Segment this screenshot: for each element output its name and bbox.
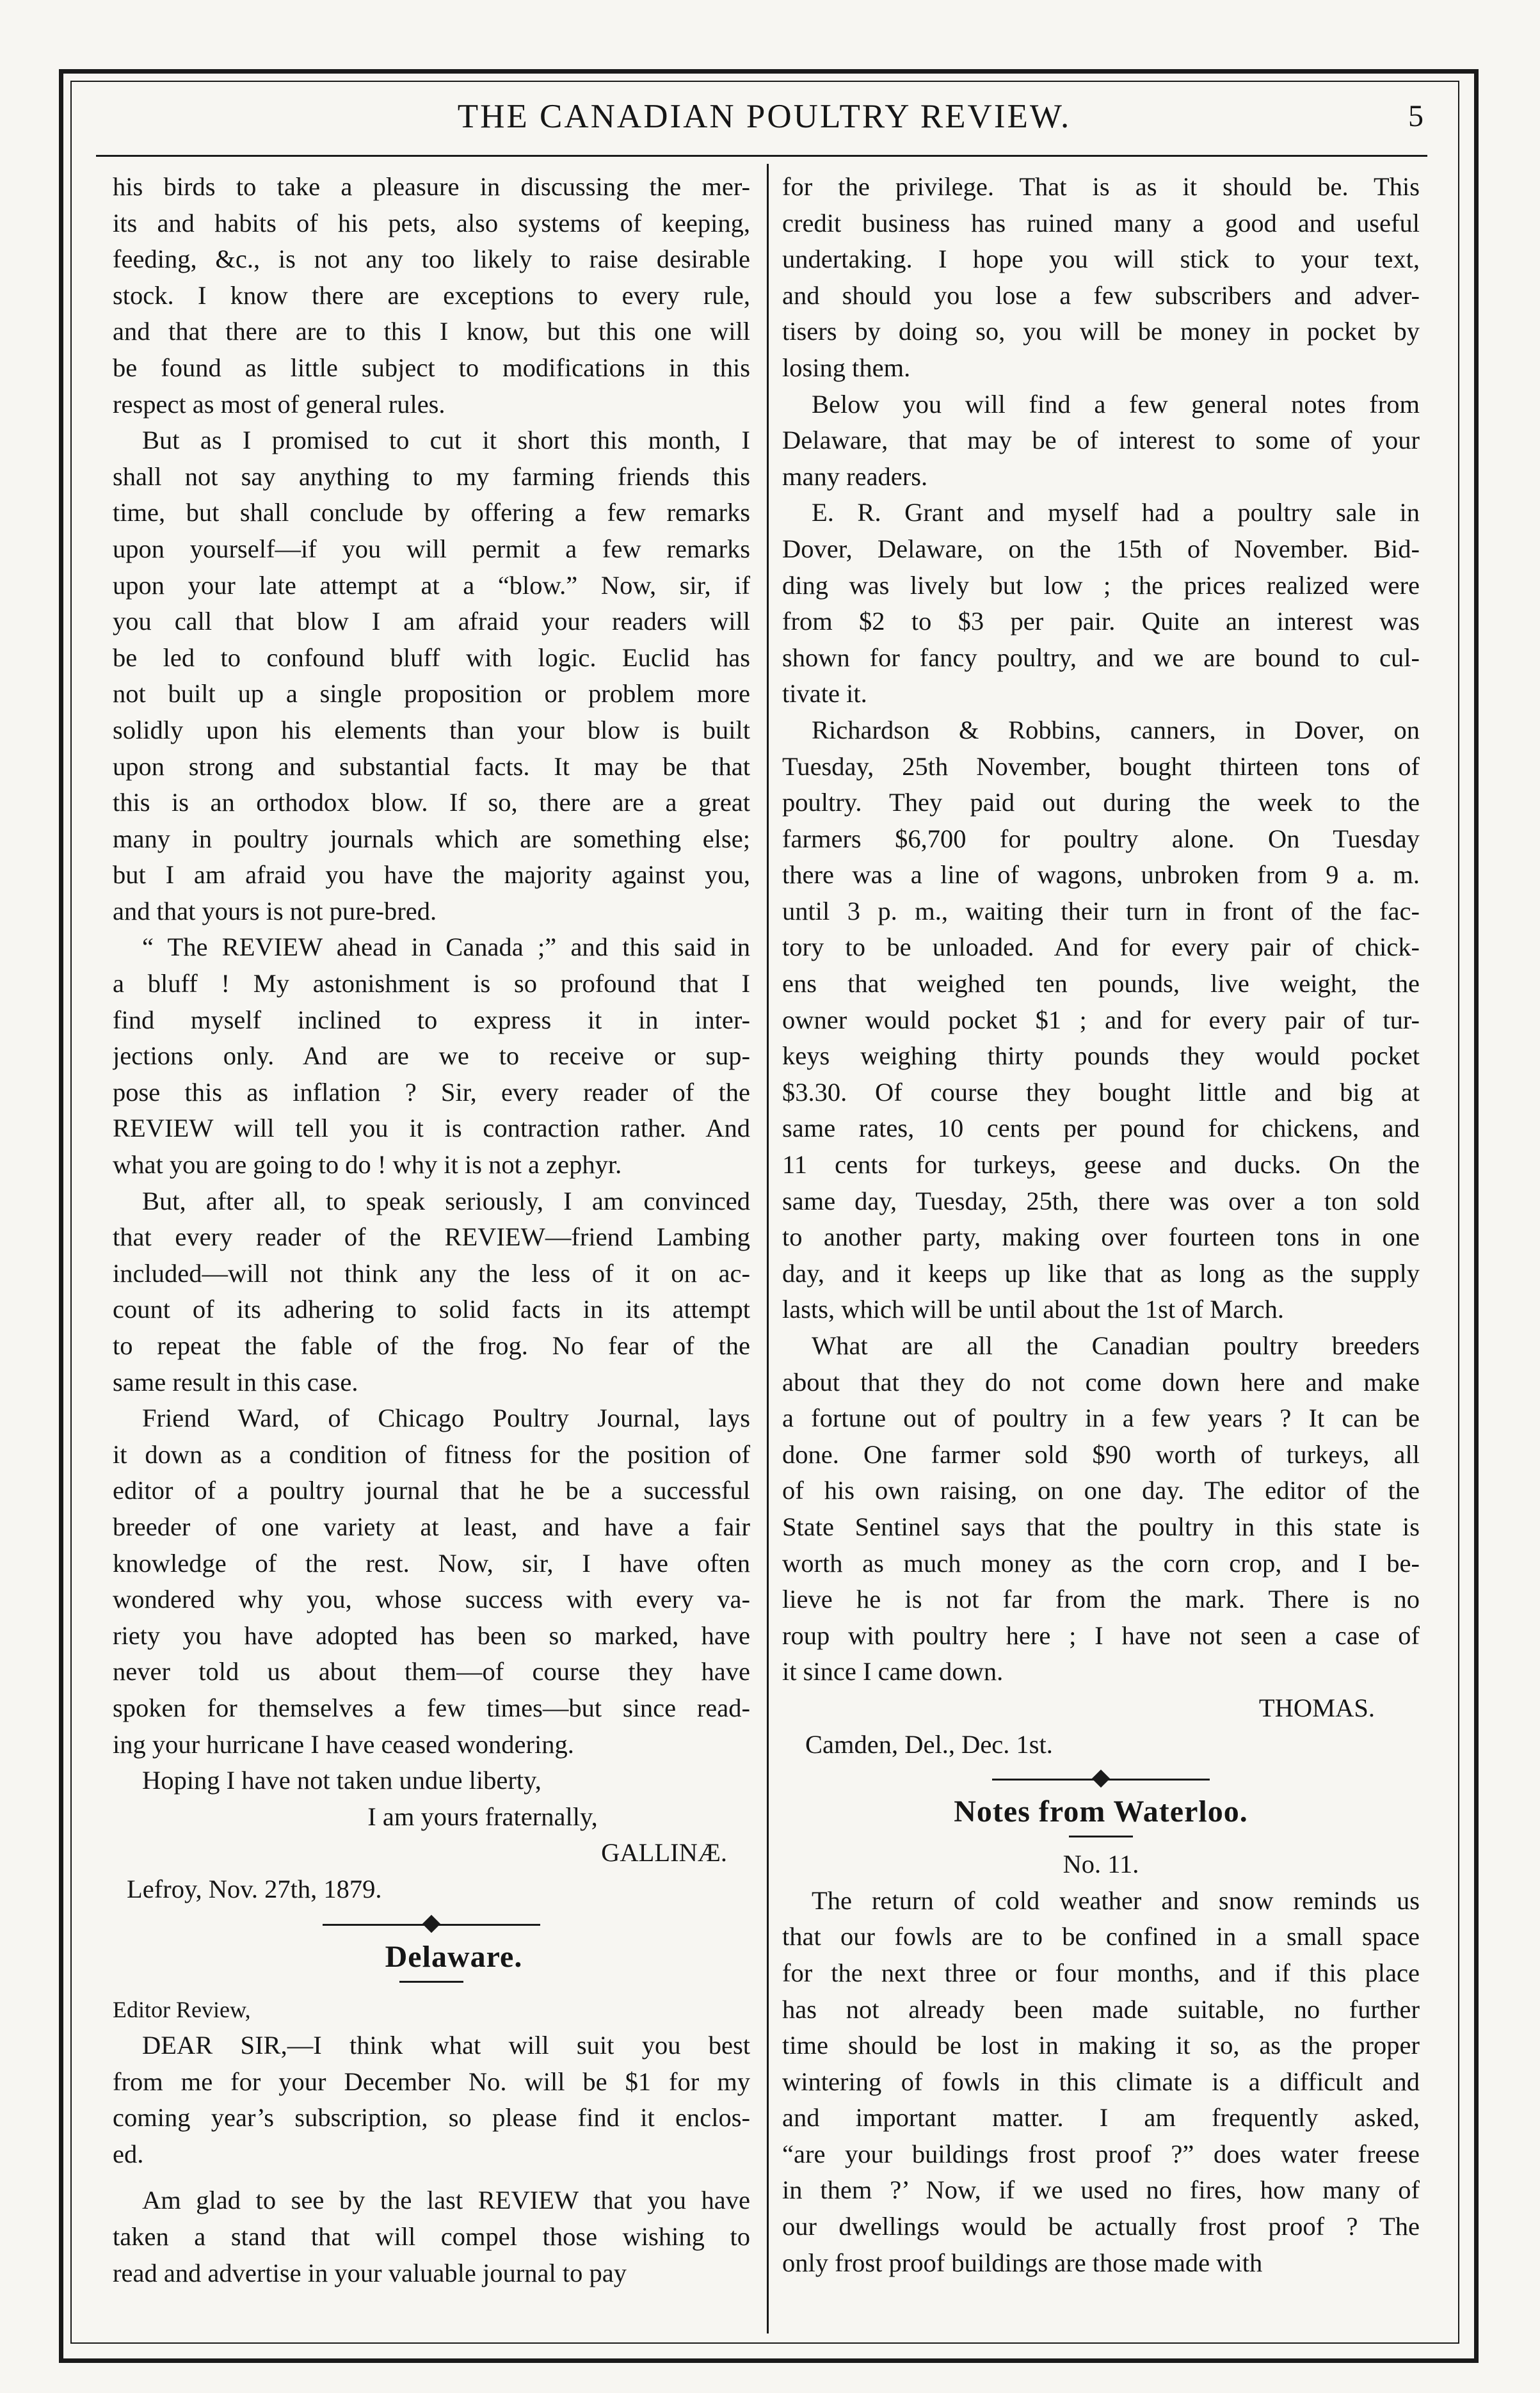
- paragraph: [113, 929, 750, 1183]
- text-line: shown for fancy poultry, and we are bound to cul-: [782, 643, 1420, 672]
- text-line: it since I came down.: [782, 1657, 1004, 1686]
- text-line: lieve he is not far from the mark. There is no: [782, 1585, 1420, 1614]
- paragraph: [782, 1328, 1420, 1690]
- text-line: REVIEW will tell you it is contraction rather. And: [113, 1114, 750, 1143]
- text-line: for the next three or four months, and if this place: [782, 1958, 1420, 1987]
- text-line: it down as a condition of fitness for the position of: [113, 1439, 750, 1469]
- text-line: lasts, which will be until about the 1st of March.: [782, 1295, 1284, 1324]
- paragraph: [113, 169, 750, 422]
- text-line: ding was lively but low ; the prices realized were: [782, 570, 1420, 600]
- text-line: Delaware, that may be of interest to some of your: [782, 426, 1420, 455]
- text-line: what you are going to do ! why it is not a zephyr.: [113, 1150, 622, 1180]
- text-line: has not already been made suitable, no further: [782, 1994, 1420, 2024]
- text-line: wintering of fowls in this climate is a difficult and: [782, 2067, 1420, 2096]
- text-line: there was a line of wagons, unbroken from 9 a. m.: [782, 860, 1420, 890]
- text-line: many readers.: [782, 461, 928, 491]
- text-line: Richardson & Robbins, canners, in Dover, on: [812, 715, 1420, 744]
- author-signature: THOMAS.: [1258, 1693, 1375, 1722]
- text-line: tivate it.: [782, 679, 867, 708]
- text-line: of his own raising, on one day. The editor of the: [782, 1476, 1420, 1505]
- text-line: But, after all, to speak seriously, I am convinced: [142, 1186, 750, 1215]
- text-line: Friend Ward, of Chicago Poultry Journal, lays: [142, 1404, 750, 1433]
- text-line: never told us about them—of course they have: [113, 1657, 750, 1686]
- ornamental-rule: [323, 1912, 540, 1937]
- text-line: losing them.: [782, 353, 911, 382]
- text-line: that our fowls are to be confined in a small space: [782, 1922, 1420, 1951]
- text-line: State Sentinel says that the poultry in this state is: [782, 1512, 1420, 1541]
- text-line: DEAR SIR,—I think what will suit you best: [142, 2031, 750, 2060]
- text-line: stock. I know there are exceptions to every rule,: [113, 280, 750, 310]
- text-line: upon your late attempt at a “blow.” Now, sir, if: [113, 570, 750, 600]
- text-line: his birds to take a pleasure in discussing the mer-: [113, 172, 750, 201]
- text-line: included—will not think any the less of it on ac-: [113, 1258, 750, 1288]
- paragraph: [782, 169, 1420, 387]
- text-line: poultry. They paid out during the week to the: [782, 788, 1420, 817]
- text-line: undertaking. I hope you will stick to your text,: [782, 244, 1420, 274]
- text-line: be found as little subject to modifications in this: [113, 353, 750, 382]
- text-line: coming year’s subscription, so please find it enclos-: [113, 2103, 750, 2133]
- text-line: read and advertise in your valuable journal to pay: [113, 2258, 627, 2287]
- paragraph: [113, 2028, 750, 2172]
- addressee: Editor Review,: [113, 1996, 251, 2022]
- paragraph: [113, 422, 750, 929]
- text-line: in them ?’ Now, if we used no fires, how many of: [782, 2175, 1420, 2205]
- text-line: ing your hurricane I have ceased wondering.: [113, 1729, 574, 1759]
- heading-rule: [1069, 1836, 1133, 1837]
- journal-title: THE CANADIAN POULTRY REVIEW.: [457, 98, 1071, 135]
- text-line: but I am afraid you have the majority against you,: [113, 860, 750, 890]
- text-line: jections only. And are we to receive or sup-: [113, 1041, 750, 1071]
- text-line: shall not say anything to my farming friends this: [113, 461, 750, 491]
- text-line: to another party, making over fourteen tons in one: [782, 1222, 1420, 1252]
- text-line: wondered why you, whose success with every va-: [113, 1585, 750, 1614]
- text-line: our dwellings would be actually frost proof ? The: [782, 2212, 1420, 2241]
- text-line: spoken for themselves a few times—but since read-: [113, 1693, 750, 1722]
- text-line: time should be lost in making it so, as the proper: [782, 2031, 1420, 2060]
- text-line: upon yourself—if you will permit a few remarks: [113, 534, 750, 563]
- text-line: But as I promised to cut it short this month, I: [142, 426, 750, 455]
- text-line: E. R. Grant and myself had a poultry sale in: [812, 498, 1420, 527]
- paragraph: [113, 1400, 750, 1763]
- paragraph: [113, 2182, 750, 2291]
- dateline: Lefroy, Nov. 27th, 1879.: [127, 1874, 382, 1903]
- text-line: find myself inclined to express it in inter-: [113, 1005, 750, 1034]
- section-title-delaware: Delaware.: [385, 1939, 523, 1974]
- text-line: and should you lose a few subscribers and adver-: [782, 280, 1420, 310]
- text-line: keys weighing thirty pounds they would pocket: [782, 1041, 1420, 1071]
- text-line: from $2 to $3 per pair. Quite an interest was: [782, 607, 1420, 636]
- text-line: day, and it keeps up like that as long as the supply: [782, 1258, 1420, 1288]
- text-line: same rates, 10 cents per pound for chickens, and: [782, 1114, 1420, 1143]
- text-line: “ The REVIEW ahead in Canada ;” and this said in: [142, 932, 750, 962]
- text-line: credit business has ruined many a good and useful: [782, 208, 1420, 237]
- author-signature: GALLINÆ.: [601, 1838, 727, 1868]
- text-line: roup with poultry here ; I have not seen a case of: [782, 1621, 1420, 1650]
- paragraph: [782, 712, 1420, 1328]
- text-line: solidly upon his elements than your blow is built: [113, 715, 750, 744]
- text-line: a bluff ! My astonishment is so profound that I: [113, 969, 750, 998]
- text-line: you call that blow I am afraid your readers will: [113, 607, 750, 636]
- text-line: done. One farmer sold $90 worth of turkeys, all: [782, 1439, 1420, 1469]
- text-line: same result in this case.: [113, 1367, 358, 1397]
- text-line: riety you have adopted has been so marked, have: [113, 1621, 750, 1650]
- text-line: time, but shall conclude by offering a few remarks: [113, 498, 750, 527]
- letter-salutation: I am yours fraternally,: [367, 1802, 598, 1831]
- paragraph: [782, 387, 1420, 495]
- text-line: until 3 p. m., waiting their turn in front of the fac-: [782, 896, 1420, 925]
- text-line: only frost proof buildings are those made with: [782, 2248, 1263, 2277]
- text-line: Dover, Delaware, on the 15th of November. Bid-: [782, 534, 1420, 563]
- text-line: Tuesday, 25th November, bought thirteen tons of: [782, 751, 1420, 781]
- text-line: its and habits of his pets, also systems of keeping,: [113, 208, 750, 237]
- header-rule: [96, 155, 1427, 157]
- text-line: Am glad to see by the last REVIEW that you have: [142, 2186, 750, 2215]
- text-line: knowledge of the rest. Now, sir, I have often: [113, 1548, 750, 1578]
- text-line: feeding, &c., is not any too likely to raise desirable: [113, 244, 750, 274]
- text-line: tisers by doing so, you will be money in pocket by: [782, 317, 1420, 346]
- text-line: Below you will find a few general notes from: [812, 389, 1420, 419]
- dateline: Camden, Del., Dec. 1st.: [805, 1729, 1053, 1759]
- text-line: respect as most of general rules.: [113, 389, 445, 419]
- column-divider: [767, 164, 769, 2333]
- text-line: worth as much money as the corn crop, and I be-: [782, 1548, 1420, 1578]
- text-line: a fortune out of poultry in a few years ? It can be: [782, 1404, 1420, 1433]
- text-line: $3.30. Of course they bought little and big at: [782, 1077, 1420, 1107]
- spacer: [113, 2172, 750, 2182]
- text-line: owner would pocket $1 ; and for every pair of tur-: [782, 1005, 1420, 1034]
- text-line: that every reader of the REVIEW—friend Lambing: [113, 1222, 750, 1252]
- text-line: “are your buildings frost proof ?” does water freese: [782, 2139, 1420, 2168]
- text-line: from me for your December No. will be $1 for my: [113, 2067, 750, 2096]
- page-number: 5: [1408, 99, 1424, 133]
- text-line: this is an orthodox blow. If so, there are a great: [113, 788, 750, 817]
- text-line: farmers $6,700 for poultry alone. On Tuesday: [782, 824, 1420, 853]
- text-line: editor of a poultry journal that he be a successful: [113, 1476, 750, 1505]
- paragraph: [113, 1183, 750, 1401]
- left-column: [113, 169, 750, 2291]
- text-line: for the privilege. That is as it should be. This: [782, 172, 1420, 201]
- text-line: same day, Tuesday, 25th, there was over a ton sold: [782, 1186, 1420, 1215]
- right-column: [782, 169, 1420, 2281]
- section-title-waterloo: Notes from Waterloo.: [954, 1795, 1248, 1829]
- text-line: not built up a single proposition or problem more: [113, 679, 750, 708]
- text-line: to repeat the fable of the frog. No fear of the: [113, 1331, 750, 1360]
- text-line: The return of cold weather and snow reminds us: [812, 1885, 1420, 1915]
- text-line: many in poultry journals which are something else;: [113, 824, 750, 853]
- text-line: pose this as inflation ? Sir, every reader of the: [113, 1077, 750, 1107]
- paragraph: [782, 495, 1420, 712]
- ornamental-rule: [992, 1766, 1210, 1792]
- text-line: breeder of one variety at least, and have a fair: [113, 1512, 750, 1541]
- running-header: [72, 93, 1457, 145]
- text-line: tory to be unloaded. And for every pair of chick-: [782, 932, 1420, 962]
- text-line: count of its adhering to solid facts in its attempt: [113, 1295, 750, 1324]
- text-line: and that yours is not pure-bred.: [113, 896, 437, 925]
- text-line: What are all the Canadian poultry breeders: [812, 1331, 1420, 1360]
- text-line: taken a stand that will compel those wishing to: [113, 2222, 750, 2252]
- paragraph: [782, 1883, 1420, 2282]
- text-line: upon strong and substantial facts. It may be that: [113, 751, 750, 781]
- text-line: ens that weighed ten pounds, live weight, the: [782, 969, 1420, 998]
- text-line: and that there are to this I know, but this one will: [113, 317, 750, 346]
- text-line: and important matter. I am frequently asked,: [782, 2103, 1420, 2133]
- text-line: be led to confound bluff with logic. Euclid has: [113, 643, 750, 672]
- text-line: 11 cents for turkeys, geese and ducks. On the: [782, 1150, 1420, 1180]
- text-line: about that they do not come down here and make: [782, 1367, 1420, 1397]
- text-line: ed.: [113, 2139, 144, 2168]
- letter-closing: Hoping I have not taken undue liberty,: [142, 1766, 541, 1795]
- heading-rule: [399, 1981, 463, 1983]
- section-number: No. 11.: [1063, 1850, 1139, 1879]
